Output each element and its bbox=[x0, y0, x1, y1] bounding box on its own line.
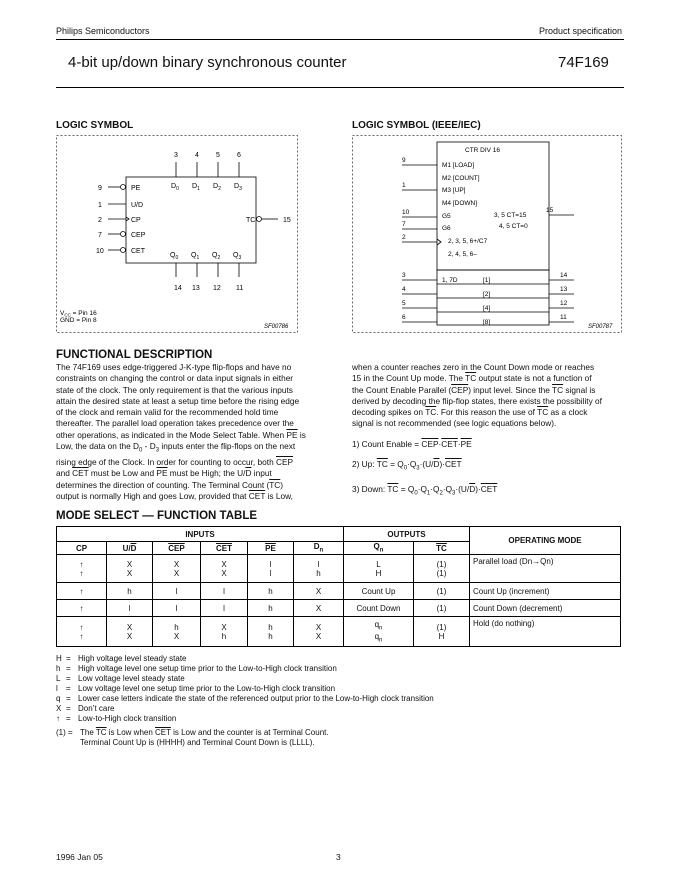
mode-line: M2 [COUNT] bbox=[442, 175, 480, 182]
data-input-label: 1, 7D bbox=[442, 277, 458, 284]
footnote: (1) = The $\overline{TC}$ is Low when $\overline{CET}$ is Low and the counter is at Terminal Count. bbox=[56, 728, 329, 737]
q-output-label: $Q_1$ bbox=[191, 252, 200, 261]
top-pin: 5 bbox=[216, 152, 220, 159]
weight-label: [4] bbox=[483, 305, 491, 312]
tc-label: TC bbox=[246, 217, 256, 224]
left-pin: 7 bbox=[98, 232, 102, 239]
mode-line: M4 [DOWN] bbox=[442, 200, 478, 207]
weight-label: [1] bbox=[483, 277, 491, 284]
page-title: 4-bit up/down binary synchronous counter bbox=[68, 54, 347, 71]
output-pin: 13 bbox=[560, 286, 568, 293]
figure-code: SF00787 bbox=[588, 324, 613, 330]
col-pe: $\overline{PE}$ bbox=[248, 542, 294, 555]
col-cet: $\overline{CET}$ bbox=[201, 542, 248, 555]
q-output-label: $Q_3$ bbox=[233, 252, 242, 261]
table-legend bbox=[56, 654, 626, 748]
input-label-pe: PE bbox=[131, 185, 141, 192]
output-pin: 11 bbox=[560, 314, 567, 321]
d-output-label: $D_3$ bbox=[234, 183, 242, 192]
table-row: ↑ ↑ X X X X X X l l l h L H (1) (1) Parallel load (Dn→Qn) bbox=[57, 555, 621, 583]
tc-pin: 15 bbox=[546, 207, 554, 214]
mode-header: OPERATING MODE bbox=[470, 527, 621, 555]
outputs-header: OUTPUTS bbox=[344, 527, 470, 542]
col-qn: $Q_n$ bbox=[344, 542, 414, 555]
left-pin: 2 bbox=[98, 217, 102, 224]
mode-line: G5 bbox=[442, 213, 451, 220]
functional-description-heading: FUNCTIONAL DESCRIPTION bbox=[56, 349, 213, 361]
top-pin: 3 bbox=[174, 152, 178, 159]
legend-item: q = Lower case letters indicate the state of the referenced output prior to the Low-to-High clock transition bbox=[56, 694, 434, 703]
col-cp: CP bbox=[57, 542, 107, 555]
figure-code: SF00786 bbox=[264, 324, 289, 330]
d-output-label: $D_2$ bbox=[213, 183, 221, 192]
bottom-pin: 12 bbox=[213, 285, 221, 292]
weight-label: [2] bbox=[483, 291, 491, 298]
diagram-frame bbox=[57, 136, 298, 333]
q-output-label: $Q_0$ bbox=[170, 252, 179, 261]
col-ud: $U/\overline{D}$ bbox=[107, 542, 153, 555]
left-pin: 10 bbox=[96, 248, 104, 255]
table-row: ↑ ↑ X X h X X h h h X X $q_n$ $q_n$ (1) H Hold (do nothing) bbox=[57, 617, 621, 647]
mode-line: G6 bbox=[442, 225, 451, 232]
function-table-heading: MODE SELECT — FUNCTION TABLE bbox=[56, 510, 258, 522]
table-row: ↑ h l l h X Count Up (1) Count Up (increment) bbox=[57, 583, 621, 600]
legend-item: H = High voltage level steady state bbox=[56, 654, 187, 663]
mode-line: M1 [LOAD] bbox=[442, 162, 475, 169]
equation-down: 3) Down: $\overline{TC} = Q_0\cdot Q_1\cdot Q_2\cdot Q_3\cdot(U/\overline{D})\cdot\overline{CET}$ bbox=[352, 484, 498, 497]
functional-description-left: The 74F169 uses edge-triggered J-K-type flip-flops and have no constraints on changing the control or data input signals in either state of the clock. The only requirement is that the various inputs attain the desired state at least a setup time before the rising edge of the clock and remain valid for the recommended hold time thereafter. The parallel load operation takes precedence over the other operations, as indicated in the Mode Select Table. When $\overline{PE}$ is Low, the data on the $D_0 - D_3$ inputs enter the flip-flops on the next rising edge of the Clock. In order for counting to occur, both $\overline{CEP}$ and $\overline{CET}$ must be Low and $\overline{PE}$ must be High; the $U/\overline{D}$ input determines the direction of counting. The Terminal Count $(\overline{TC})$ output is normally High and goes Low, provided that $\overline{CET}$ is Low, bbox=[56, 362, 306, 501]
ieee-symbol-heading: LOGIC SYMBOL (IEEE/IEC) bbox=[352, 120, 481, 131]
left-pin: 7 bbox=[402, 221, 406, 228]
company-name: Philips Semiconductors bbox=[56, 26, 150, 36]
part-number: 74F169 bbox=[558, 54, 609, 71]
col-cep: $\overline{CEP}$ bbox=[153, 542, 201, 555]
output-pin: 14 bbox=[560, 272, 568, 279]
col-tc: $\overline{TC}$ bbox=[414, 542, 470, 555]
header-rule bbox=[56, 39, 624, 40]
ctr-label: CTR DIV 16 bbox=[465, 147, 501, 154]
d-output-label: $D_0$ bbox=[171, 183, 179, 192]
diagram-frame bbox=[353, 136, 622, 333]
ieee-symbol-diagram bbox=[352, 135, 622, 333]
output-pin: 12 bbox=[560, 300, 568, 307]
input-label-cep: CEP bbox=[131, 232, 146, 239]
legend-item: l = Low voltage level one setup time prior to the Low-to-High clock transition bbox=[56, 684, 336, 693]
ct-0-label: 4, 5 CT=0 bbox=[499, 223, 528, 230]
legend-item: h = High voltage level one setup time prior to the Low-to-High clock transition bbox=[56, 664, 337, 673]
input-pin: 3 bbox=[402, 272, 406, 279]
logic-symbol-diagram bbox=[56, 135, 298, 333]
bottom-pin: 14 bbox=[174, 285, 182, 292]
vcc-note: $V_{CC}$ = Pin 16 bbox=[60, 310, 97, 318]
left-pin: 9 bbox=[98, 185, 102, 192]
inputs-header: INPUTS bbox=[57, 527, 344, 542]
title-rule bbox=[56, 87, 624, 88]
legend-item: X = Don’t care bbox=[56, 704, 115, 713]
mode-line: 2, 4, 5, 6– bbox=[448, 251, 477, 258]
q-output-label: $Q_2$ bbox=[212, 252, 221, 261]
left-pin: 9 bbox=[402, 157, 406, 164]
left-pin: 10 bbox=[402, 209, 410, 216]
top-pin: 6 bbox=[237, 152, 241, 159]
equation-up: 2) Up: $\overline{TC} = Q_0\cdot Q_3\cdot(U/\overline{D})\cdot\overline{CET}$ bbox=[352, 459, 462, 472]
input-label-ud: U/D bbox=[131, 202, 144, 209]
bottom-pin: 13 bbox=[192, 285, 200, 292]
bottom-pin: 11 bbox=[236, 285, 244, 292]
top-pin: 4 bbox=[195, 152, 199, 159]
left-pin: 2 bbox=[402, 234, 406, 241]
legend-item: L = Low voltage level steady state bbox=[56, 674, 185, 683]
input-label-cp: CP bbox=[131, 217, 141, 224]
ct-15-label: 3, 5 CT=15 bbox=[494, 212, 527, 219]
legend-item: ↑ = Low-to-High clock transition bbox=[56, 714, 177, 723]
page-number: 3 bbox=[336, 852, 341, 862]
functional-description-right: when a counter reaches zero in the Count Down mode or reaches 15 in the Count Up mode. The $\overline{TC}$ output state is not a function of the Count Enable Parallel $(\overline{CEP})$ input level. Since the $\overline{TC}$ signal is derived by decoding the flip-flop states, there exists the possibility of decoding spikes on $\overline{TC}$. For this reason the use of $\overline{TC}$ as a clock signal is not recommended (see logic equations below). 1) Count Enable = $\overline{CEP}\cdot\overline{CET}\cdot\overline{PE}$ 2) Up: $\overline{TC} = Q_0\cdot Q_3\cdot(U/\overline{D})\cdot\overline{CET}$ 3) Down: $\overline{TC} = Q_0\cdot Q_1\cdot Q_2\cdot Q_3\cdot(U/\overline{D})\cdot\overline{CET}$ bbox=[352, 362, 627, 500]
mode-line: 2, 3, 5, 6+/C7 bbox=[448, 238, 488, 245]
footnote-line: Terminal Count Up is (HHHH) and Terminal Count Down is (LLLL). bbox=[80, 738, 315, 747]
input-pin: 6 bbox=[402, 314, 406, 321]
input-label-cet: CET bbox=[131, 248, 145, 255]
left-pin: 1 bbox=[98, 202, 102, 209]
mode-line: M3 [UP] bbox=[442, 187, 466, 194]
tc-pin: 15 bbox=[283, 217, 291, 224]
logic-symbol-heading: LOGIC SYMBOL bbox=[56, 120, 134, 131]
spec-type: Product specification bbox=[538, 26, 622, 36]
col-dn: $D_n$ bbox=[294, 542, 344, 555]
gnd-note: GND = Pin 8 bbox=[60, 317, 97, 324]
table-row: ↑ l l l h X Count Down (1) Count Down (decrement) bbox=[57, 600, 621, 617]
d-output-label: $D_1$ bbox=[192, 183, 200, 192]
function-table bbox=[56, 526, 621, 647]
input-pin: 5 bbox=[402, 300, 406, 307]
footer-date: 1996 Jan 05 bbox=[56, 852, 103, 862]
left-pin: 1 bbox=[402, 182, 406, 189]
weight-label: [8] bbox=[483, 319, 491, 326]
input-pin: 4 bbox=[402, 286, 406, 293]
equation-count-enable: 1) Count Enable = $\overline{CEP}\cdot\overline{CET}\cdot\overline{PE}$ bbox=[352, 438, 472, 449]
